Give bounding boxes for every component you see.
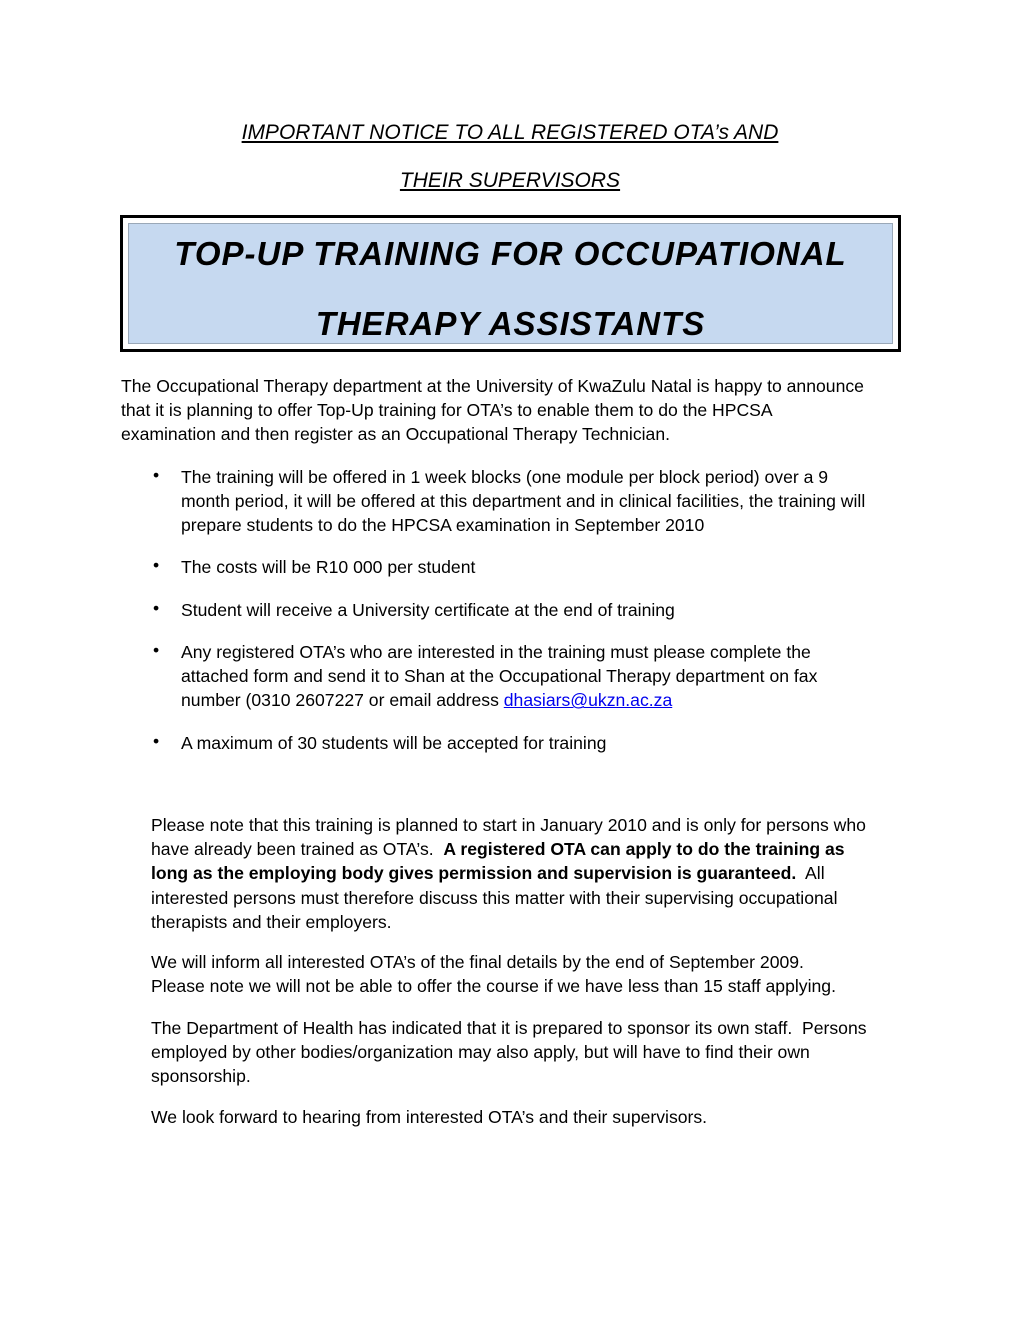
bullet-line: attached form and send it to Shan at the Occupational Therapy department on fax [181,666,818,687]
note-text: All [796,863,825,884]
bullet-item [181,598,911,622]
note-paragraph [151,813,866,934]
bullet-icon: • [153,731,160,751]
email-link[interactable]: dhasiars@ukzn.ac.za [503,690,673,711]
bullet-item [181,640,911,713]
bullet-icon: • [153,555,160,575]
bullet-icon: • [153,640,160,660]
bullet-line: Any registered OTA’s who are interested in the training must please complete the [181,642,811,662]
title-banner [120,215,901,352]
final-details-paragraph [151,950,836,998]
para-line: The Department of Health has indicated that it is prepared to sponsor its own staff. Persons [151,1018,867,1038]
para-line: We will inform all interested OTA’s of the final details by the end of September 2009. [151,952,804,972]
sponsorship-paragraph [151,1016,867,1089]
banner-title-line2: THERAPY ASSISTANTS [315,305,706,342]
para-line: employed by other bodies/organization may also apply, but will have to find their own [151,1042,810,1063]
para-line: Please note we will not be able to offer the course if we have less than 15 staff applying. [151,976,836,997]
bullet-icon: • [153,598,160,618]
bullet-item [181,555,911,579]
note-line: Please note that this training is planned to start in January 2010 and is only for persons who [151,815,866,835]
closing-paragraph: We look forward to hearing from interested OTA’s and their supervisors. [151,1107,708,1127]
note-bold-text: long as the employing body gives permission and supervision is guaranteed. [151,863,797,884]
intro-line: The Occupational Therapy department at the University of KwaZulu Natal is happy to announce [121,376,864,396]
bullet-line: month period, it will be offered at this department and in clinical facilities, the training will [181,491,866,512]
bullet-line: The costs will be R10 000 per student [181,557,476,577]
bullet-item [181,731,911,755]
note-bold-text: A registered OTA can apply to do the training as [443,839,845,860]
note-text: have already been trained as OTA’s. [151,839,444,860]
bullet-line: A maximum of 30 students will be accepted for training [181,733,607,753]
bullet-line: Student will receive a University certificate at the end of training [181,600,675,620]
bullet-item [181,465,911,538]
notice-heading-line1: IMPORTANT NOTICE TO ALL REGISTERED OTA’s AND [241,121,779,144]
note-line: therapists and their employers. [151,911,392,932]
bullet-line: number (0310 2607227 or email address [181,690,504,711]
intro-line: that it is planning to offer Top-Up training for OTA’s to enable them to do the HPCSA [121,400,773,421]
note-line: interested persons must therefore discuss this matter with their supervising occupational [151,887,838,908]
bullet-line: The training will be offered in 1 week blocks (one module per block period) over a 9 [181,467,829,487]
banner-title-line1: TOP-UP TRAINING FOR OCCUPATIONAL [174,235,847,272]
para-line: sponsorship. [151,1066,251,1087]
notice-heading-line2: THEIR SUPERVISORS [399,169,621,192]
bullet-line: prepare students to do the HPCSA examination in September 2010 [181,515,705,536]
bullet-icon: • [153,465,160,485]
intro-paragraph [121,374,864,447]
intro-line: examination and then register as an Occupational Therapy Technician. [121,424,671,445]
